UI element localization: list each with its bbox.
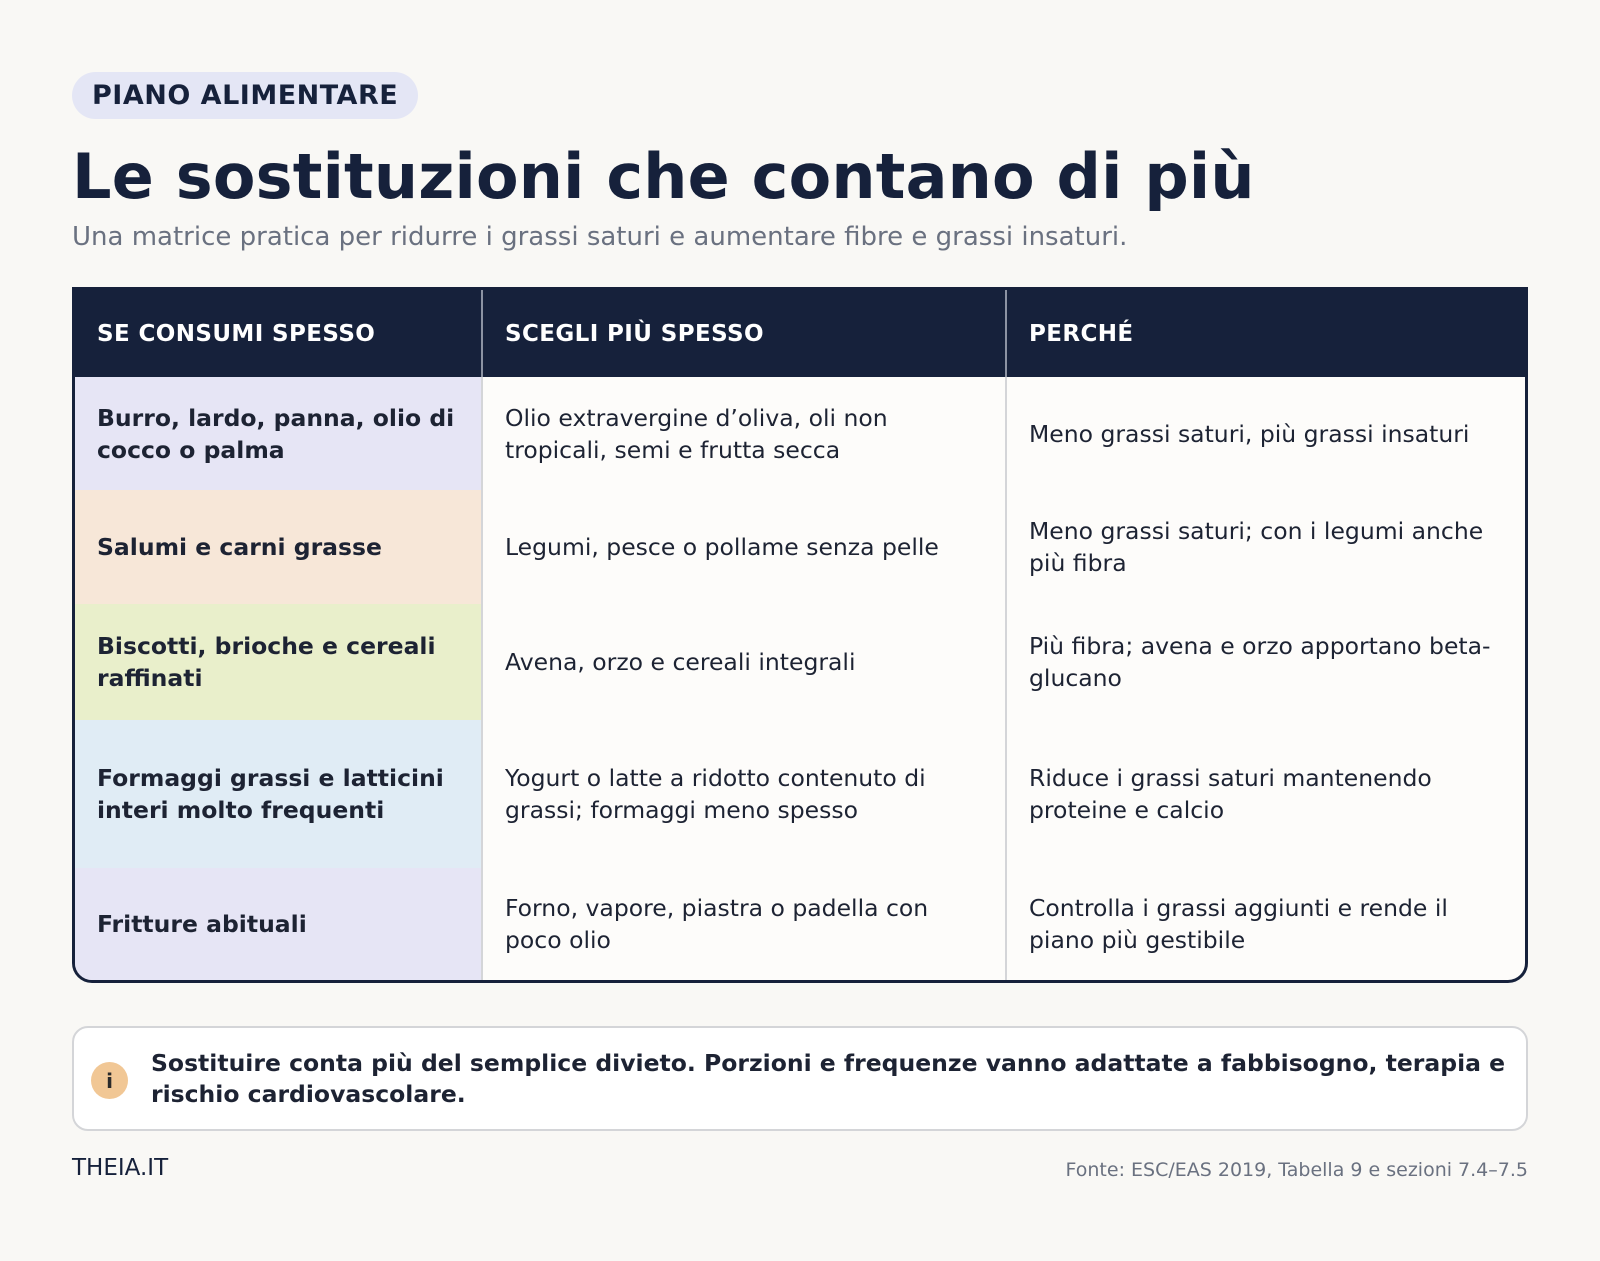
source-citation: Fonte: ESC/EAS 2019, Tabella 9 e sezioni 7.4–7.5	[1065, 1159, 1528, 1181]
page-title: Le sostituzioni che contano di più	[72, 140, 1255, 213]
table-row	[75, 720, 1525, 868]
cell-perche: Meno grassi saturi; con i legumi anche più fibra	[1029, 517, 1484, 577]
cell-perche: Controlla i grassi aggiunti e rende il piano più gestibile	[1029, 894, 1448, 954]
cell-perche: Riduce i grassi saturi mantenendo proteine e calcio	[1029, 764, 1432, 824]
cell-consumi: Burro, lardo, panna, olio di cocco o palma	[75, 377, 483, 490]
cell-consumi: Fritture abituali	[75, 868, 483, 980]
table-row	[75, 604, 1525, 720]
header-scegli: SCEGLI PIÙ SPESSO	[483, 290, 1007, 377]
brand-logo-text: THEIA.IT	[72, 1155, 169, 1181]
info-icon: i	[91, 1062, 128, 1099]
cell-scegli: Forno, vapore, piastra o padella con poco olio	[483, 868, 1007, 980]
page-subtitle: Una matrice pratica per ridurre i grassi saturi e aumentare fibre e grassi insaturi.	[72, 222, 1128, 252]
table-header	[75, 290, 1525, 377]
cell-scegli: Legumi, pesce o pollame senza pelle	[483, 490, 1007, 604]
cell-consumi: Formaggi grassi e latticini interi molto frequenti	[75, 720, 483, 868]
cell-scegli: Olio extravergine d’oliva, oli non tropicali, semi e frutta secca	[483, 377, 1007, 490]
substitution-table	[72, 287, 1528, 983]
table-row	[75, 490, 1525, 604]
header-consumi: SE CONSUMI SPESSO	[75, 290, 483, 377]
cell-perche: Più fibra; avena e orzo apportano beta-glucano	[1029, 632, 1491, 692]
cell-perche: Meno grassi saturi, più grassi insaturi	[1029, 419, 1470, 448]
cell-consumi: Biscotti, brioche e cereali raffinati	[75, 604, 483, 720]
table-row	[75, 868, 1525, 980]
info-note	[72, 1026, 1528, 1131]
category-badge: PIANO ALIMENTARE	[72, 72, 418, 119]
note-text: Sostituire conta più del semplice divieto. Porzioni e frequenze vanno adattate a fabbisogno, terapia e rischio cardiovascolare.	[151, 1049, 1506, 1108]
cell-consumi: Salumi e carni grasse	[75, 490, 483, 604]
header-perche: PERCHÉ	[1029, 320, 1134, 347]
cell-scegli: Yogurt o latte a ridotto contenuto di grassi; formaggi meno spesso	[483, 720, 1007, 868]
cell-scegli: Avena, orzo e cereali integrali	[483, 604, 1007, 720]
table-row	[75, 377, 1525, 490]
